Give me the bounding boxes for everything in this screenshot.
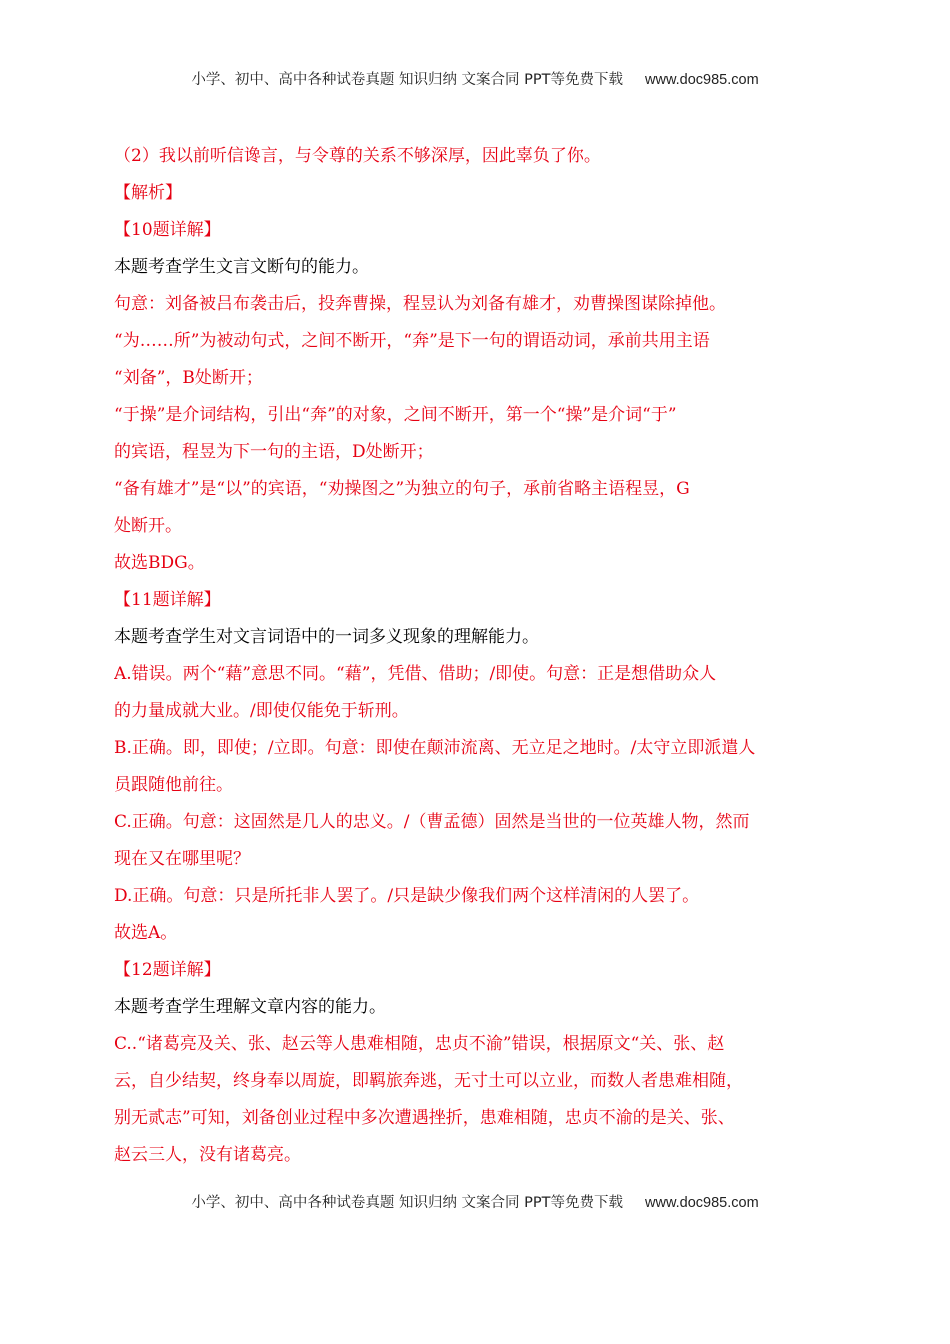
text-line: 的力量成就大业。/即使仅能免于斩刑。 [114,701,409,721]
text-line: 【解析】 [114,183,182,203]
text-line: 句意：刘备被吕布袭击后，投奔曹操，程昱认为刘备有雄才，劝曹操图谋除掉他。 [114,294,726,314]
text-line: “于操”是介词结构，引出“奔”的对象，之间不断开，第一个“操”是介词“于” [114,405,677,425]
text-line: 本题考查学生文言文断句的能力。 [114,257,369,277]
text-line: 员跟随他前往。 [114,775,233,795]
text-line: “备有雄才”是“以”的宾语，“劝操图之”为独立的句子，承前省略主语程昱，G [114,479,690,499]
text-line: 处断开。 [114,516,182,536]
text-line: 【11题详解】 [114,590,221,610]
footer-url[interactable]: www.doc985.com [645,1195,759,1211]
text-line: 故选A。 [114,923,178,943]
text-line: （2）我以前听信谗言，与令尊的关系不够深厚，因此辜负了你。 [114,146,601,166]
text-line: 本题考查学生理解文章内容的能力。 [114,997,386,1017]
text-line: C..“诸葛亮及关、张、赵云等人患难相随，忠贞不渝”错误，根据原文“关、张、赵 [114,1034,725,1054]
text-line: 云，自少结契，终身奉以周旋，即羁旅奔逃，无寸土可以立业，而数人者患难相随， [114,1071,743,1091]
text-line: 【10题详解】 [114,220,221,240]
text-line: A.错误。两个“藉”意思不同。“藉”，凭借、借助；/即使。句意：正是想借助众人 [114,664,717,684]
text-line: B.正确。即，即使；/立即。句意：即使在颠沛流离、无立足之地时。/太守立即派遣人 [114,738,756,758]
text-line: 赵云三人，没有诸葛亮。 [114,1145,301,1165]
answer-body [114,138,840,1174]
text-line: 别无贰志”可知，刘备创业过程中多次遭遇挫折，患难相随，忠贞不渝的是关、张、 [114,1108,735,1128]
header-text: 小学、初中、高中各种试卷真题 知识归纳 文案合同 PPT等免费下载 [191,72,624,88]
page-header [0,68,950,89]
header-url[interactable]: www.doc985.com [645,72,759,88]
text-line: 现在又在哪里呢？ [114,849,250,869]
footer-text: 小学、初中、高中各种试卷真题 知识归纳 文案合同 PPT等免费下载 [191,1195,624,1211]
text-line: 本题考查学生对文言词语中的一词多义现象的理解能力。 [114,627,539,647]
text-line: 故选BDG。 [114,553,205,573]
page-footer [0,1191,950,1212]
text-line: “刘备”，B处断开； [114,368,263,388]
text-line: “为……所”为被动句式，之间不断开，“奔”是下一句的谓语动词，承前共用主语 [114,331,710,351]
text-line: D.正确。句意：只是所托非人罢了。/只是缺少像我们两个这样清闲的人罢了。 [114,886,700,906]
text-line: C.正确。句意：这固然是几人的忠义。/（曹孟德）固然是当世的一位英雄人物，然而 [114,812,750,832]
text-line: 的宾语，程昱为下一句的主语，D处断开； [114,442,434,462]
text-line: 【12题详解】 [114,960,221,980]
